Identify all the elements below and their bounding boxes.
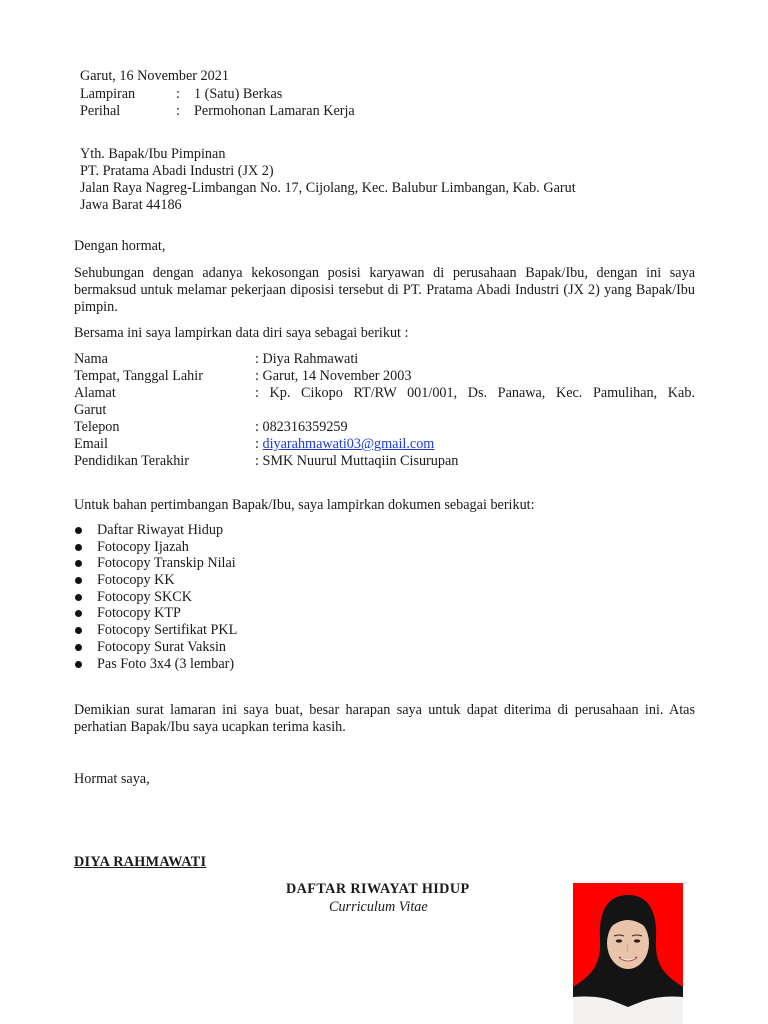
list-item: [74, 639, 237, 656]
data-row-email: [74, 436, 695, 453]
data-value: : SMK Nuurul Muttaqiin Cisurupan: [255, 453, 459, 469]
data-value: : Garut, 14 November 2003: [255, 368, 412, 384]
closing-paragraph: Demikian surat lamaran ini saya buat, besar harapan saya untuk dapat diterima di perusahaan ini. Atas perhatian Bapak/Ibu saya ucapkan terima kasih.: [74, 702, 695, 735]
list-item-label: Fotocopy KTP: [97, 605, 181, 622]
place-date: Garut, 16 November 2021: [80, 68, 229, 84]
greeting: Dengan hormat,: [74, 238, 166, 254]
list-item: [74, 622, 237, 639]
recipient-line: Jawa Barat 44186: [80, 197, 182, 213]
list-item: [74, 605, 237, 622]
recipient-address: [80, 146, 576, 214]
bullet-icon: [74, 539, 97, 556]
header-field-colon: :: [176, 85, 180, 102]
data-value: : Kp. Cikopo RT/RW 001/001, Ds. Panawa, Kec. Pamulihan, Kab.: [255, 385, 695, 401]
data-value: [255, 436, 695, 453]
data-label: Tempat, Tanggal Lahir: [74, 368, 203, 384]
list-item-label: Fotocopy Sertifikat PKL: [97, 622, 238, 639]
list-item-label: Fotocopy Transkip Nilai: [97, 555, 236, 572]
portrait-illustration-icon: [573, 883, 683, 1024]
data-label: Alamat: [74, 385, 116, 401]
list-item-label: Daftar Riwayat Hidup: [97, 522, 224, 538]
list-item: [74, 572, 237, 589]
recipient-line: Yth. Bapak/Ibu Pimpinan: [80, 146, 226, 162]
list-item: [74, 656, 237, 673]
recipient-line: PT. Pratama Abadi Industri (JX 2): [80, 163, 274, 179]
header-field-value: 1 (Satu) Berkas: [194, 85, 283, 102]
list-item-label: Fotocopy Ijazah: [97, 538, 189, 555]
header-field-label: Perihal: [80, 103, 121, 119]
list-item-label: Pas Foto 3x4 (3 lembar): [97, 655, 235, 672]
data-label: Email: [74, 436, 108, 452]
list-item-label: Fotocopy KK: [97, 572, 175, 589]
signature-name: DIYA RAHMAWATI: [74, 854, 207, 870]
cv-title: DAFTAR RIWAYAT HIDUP: [286, 881, 470, 897]
bullet-icon: [74, 522, 97, 539]
list-item: [74, 539, 237, 556]
header-field-perihal: [80, 103, 355, 121]
header-field-value: Permohonan Lamaran Kerja: [194, 103, 355, 119]
opening-paragraph: Sehubungan dengan adanya kekosongan posisi karyawan di perusahaan Bapak/Ibu, dengan ini saya bermaksud untuk melamar pekerjaan diposisi tersebut di PT. Pratama Abadi Industri (JX 2) yang Bapak/Ibu pimpin.: [74, 265, 695, 315]
header-field-label: Lampiran: [80, 85, 136, 102]
data-value: : Diya Rahmawati: [255, 351, 359, 367]
header-field-lampiran: [80, 86, 355, 104]
bullet-icon: [74, 622, 97, 639]
data-label: Telepon: [74, 419, 120, 435]
bullet-icon: [74, 605, 97, 622]
profile-photo: [573, 883, 683, 1024]
cv-subtitle: Curriculum Vitae: [329, 899, 428, 915]
header-field-colon: :: [176, 103, 180, 119]
email-link[interactable]: diyarahmawati03@gmail.com: [262, 436, 435, 452]
bullet-icon: [74, 572, 97, 589]
list-item: [74, 589, 237, 606]
email-colon: :: [255, 436, 263, 452]
recipient-line: Jalan Raya Nagreg-Limbangan No. 17, Cijolang, Kec. Balubur Limbangan, Kab. Garut: [80, 180, 576, 196]
sign-off: Hormat saya,: [74, 771, 150, 787]
list-item: [74, 522, 237, 539]
letter-header: [80, 68, 355, 121]
data-row-pendidikan: [74, 453, 695, 470]
bullet-icon: [74, 589, 97, 606]
data-label: Pendidikan Terakhir: [74, 453, 189, 469]
data-value-continuation: Garut: [74, 402, 107, 418]
list-item-label: Fotocopy Surat Vaksin: [97, 638, 227, 655]
data-value: : 082316359259: [255, 419, 348, 435]
bullet-icon: [74, 656, 97, 673]
attachments-intro: Untuk bahan pertimbangan Bapak/Ibu, saya lampirkan dokumen sebagai berikut:: [74, 497, 535, 513]
bullet-icon: [74, 555, 97, 572]
personal-data-table: [74, 351, 695, 470]
data-row-alamat: [74, 385, 695, 402]
attachments-list: [74, 522, 237, 672]
list-item: [74, 555, 237, 572]
data-row-telepon: [74, 419, 695, 436]
data-row-nama: [74, 351, 695, 368]
bullet-icon: [74, 639, 97, 656]
data-intro: Bersama ini saya lampirkan data diri saya sebagai berikut :: [74, 325, 409, 341]
list-item-label: Fotocopy SKCK: [97, 588, 192, 605]
data-label: Nama: [74, 351, 108, 367]
data-row-ttl: [74, 368, 695, 385]
